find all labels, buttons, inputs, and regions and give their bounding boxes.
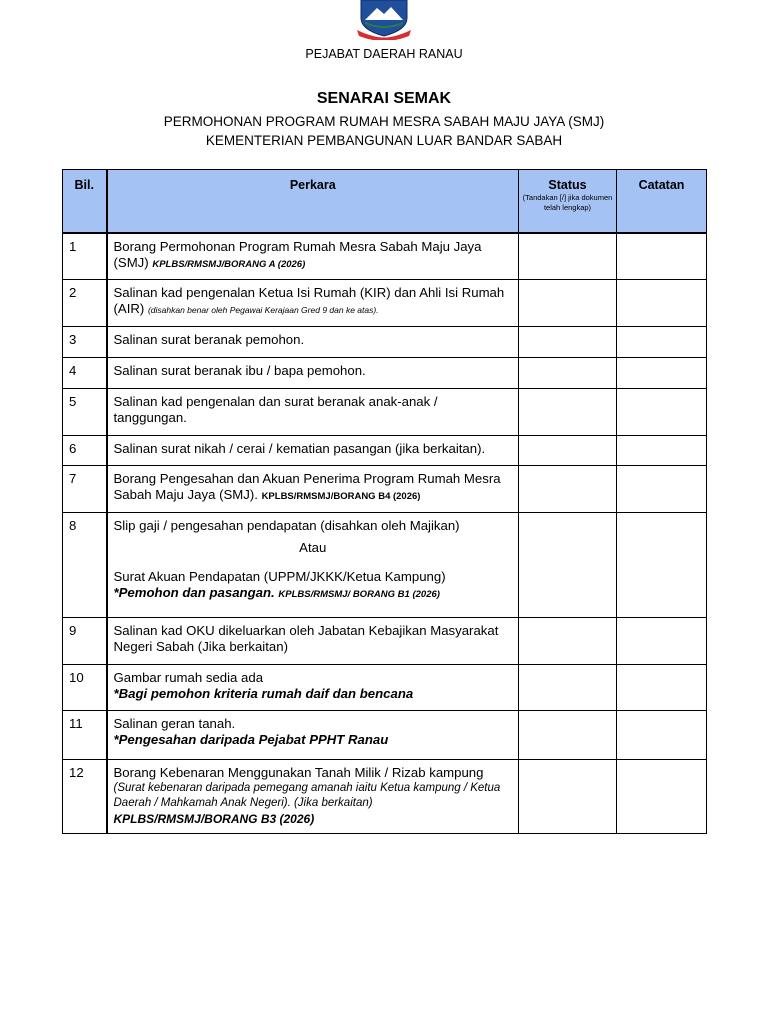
item-text: Gambar rumah sedia ada [113,670,264,685]
table-row [63,466,707,513]
catatan-cell[interactable] [617,327,707,358]
row-item [107,327,519,358]
status-cell[interactable] [519,466,617,513]
row-item [107,436,519,466]
status-header-note: (Tandakan [/] jika dokumen telah lengkap) [522,193,613,212]
table-header-row [63,170,707,233]
item-text: Salinan kad pengenalan dan surat beranak anak-anak / tanggungan. [113,394,438,425]
checklist-table [62,169,707,834]
catatan-cell[interactable] [617,513,707,618]
form-reference: KPLBS/RMSMJ/BORANG A (2026) [152,258,306,270]
row-number: 5 [63,389,107,436]
item-text: Borang Kebenaran Menggunakan Tanah Milik / Rizab kampung [113,765,484,780]
item-text: Borang Permohonan Program Rumah Mesra Sabah Maju Jaya (SMJ) [113,238,482,270]
row-number: 1 [63,233,107,280]
row-item [107,280,519,327]
item-emphasis: *Pengesahan daripada Pejabat PPHT Ranau [113,732,389,747]
status-cell[interactable] [519,665,617,711]
item-text: Salinan kad OKU dikeluarkan oleh Jabatan Kebajikan Masyarakat Negeri Sabah (Jika berkaitan) [113,623,499,654]
row-number: 7 [63,466,107,513]
item-note: (disahkan benar oleh Pegawai Kerajaan Gred 9 dan ke atas). [147,305,379,315]
subtitle-ministry: KEMENTERIAN PEMBANGUNAN LUAR BANDAR SABAH [205,133,563,148]
table-row [63,389,707,436]
subtitle-program: PERMOHONAN PROGRAM RUMAH MESRA SABAH MAJU JAYA (SMJ) [163,114,605,129]
form-reference: KPLBS/RMSMJ/BORANG B4 (2026) [261,491,421,502]
table-row [63,280,707,327]
status-cell[interactable] [519,233,617,280]
table-row [63,760,707,834]
status-header-label: Status [548,178,587,192]
status-cell[interactable] [519,618,617,665]
item-text: Slip gaji / pengesahan pendapatan (disahkan oleh Majikan) [113,518,460,533]
catatan-cell[interactable] [617,389,707,436]
table-row [63,358,707,389]
item-emphasis: *Pemohon dan pasangan. [113,585,275,600]
row-number: 6 [63,436,107,466]
row-item [107,513,519,618]
catatan-cell[interactable] [617,280,707,327]
item-text: Salinan kad pengenalan Ketua Isi Rumah (KIR) dan Ahli Isi Rumah (AIR) [113,285,505,316]
catatan-cell[interactable] [617,711,707,760]
column-header-catatan: Catatan [617,170,707,233]
office-name: PEJABAT DAERAH RANAU [305,47,463,61]
status-cell[interactable] [519,513,617,618]
row-number: 2 [63,280,107,327]
status-cell[interactable] [519,358,617,389]
status-cell[interactable] [519,327,617,358]
table-row [63,711,707,760]
table-row [63,618,707,665]
column-header-perkara: Perkara [107,170,519,233]
row-number: 10 [63,665,107,711]
item-emphasis: *Bagi pemohon kriteria rumah daif dan bencana [113,686,414,701]
item-text: Salinan surat beranak ibu / bapa pemohon. [113,363,366,378]
status-cell[interactable] [519,280,617,327]
catatan-cell[interactable] [617,618,707,665]
row-item [107,466,519,513]
row-number: 9 [63,618,107,665]
item-text: Salinan surat nikah / cerai / kematian pasangan (jika berkaitan). [113,441,486,456]
table-row [63,436,707,466]
item-text: Borang Pengesahan dan Akuan Penerima Program Rumah Mesra Sabah Maju Jaya (SMJ). [113,471,501,502]
catatan-cell[interactable] [617,466,707,513]
column-header-bil: Bil. [63,170,107,233]
status-cell[interactable] [519,760,617,834]
catatan-cell[interactable] [617,358,707,389]
item-text: Salinan surat beranak pemohon. [113,332,305,347]
form-reference: KPLBS/RMSMJ/ BORANG B1 (2026) [278,589,440,600]
row-item [107,389,519,436]
table-row [63,665,707,711]
district-emblem-logo [355,0,413,40]
page-title: SENARAI SEMAK [316,90,452,107]
catatan-cell[interactable] [617,436,707,466]
row-number: 4 [63,358,107,389]
row-number: 11 [63,711,107,760]
row-item [107,233,519,280]
status-cell[interactable] [519,436,617,466]
table-row [63,233,707,280]
row-item [107,711,519,760]
catatan-cell[interactable] [617,665,707,711]
column-header-status [519,170,617,233]
row-item [107,358,519,389]
row-item [107,760,519,834]
alternative-separator: Atau [299,540,327,555]
row-number: 3 [63,327,107,358]
status-cell[interactable] [519,711,617,760]
table-row [63,513,707,618]
form-reference: KPLBS/RMSMJ/BORANG B3 (2026) [113,812,315,826]
item-note: (Surat kebenaran daripada pemegang amanah iaitu Ketua kampung / Ketua Daerah / Mahkamah Anak Negeri). (Jika berkaitan) [113,782,501,809]
item-text: Salinan geran tanah. [113,716,236,731]
catatan-cell[interactable] [617,233,707,280]
row-number: 8 [63,513,107,618]
row-item [107,665,519,711]
table-row [63,327,707,358]
item-text-alternative: Surat Akuan Pendapatan (UPPM/JKKK/Ketua Kampung) [113,569,446,584]
row-number: 12 [63,760,107,834]
status-cell[interactable] [519,389,617,436]
row-item [107,618,519,665]
catatan-cell[interactable] [617,760,707,834]
